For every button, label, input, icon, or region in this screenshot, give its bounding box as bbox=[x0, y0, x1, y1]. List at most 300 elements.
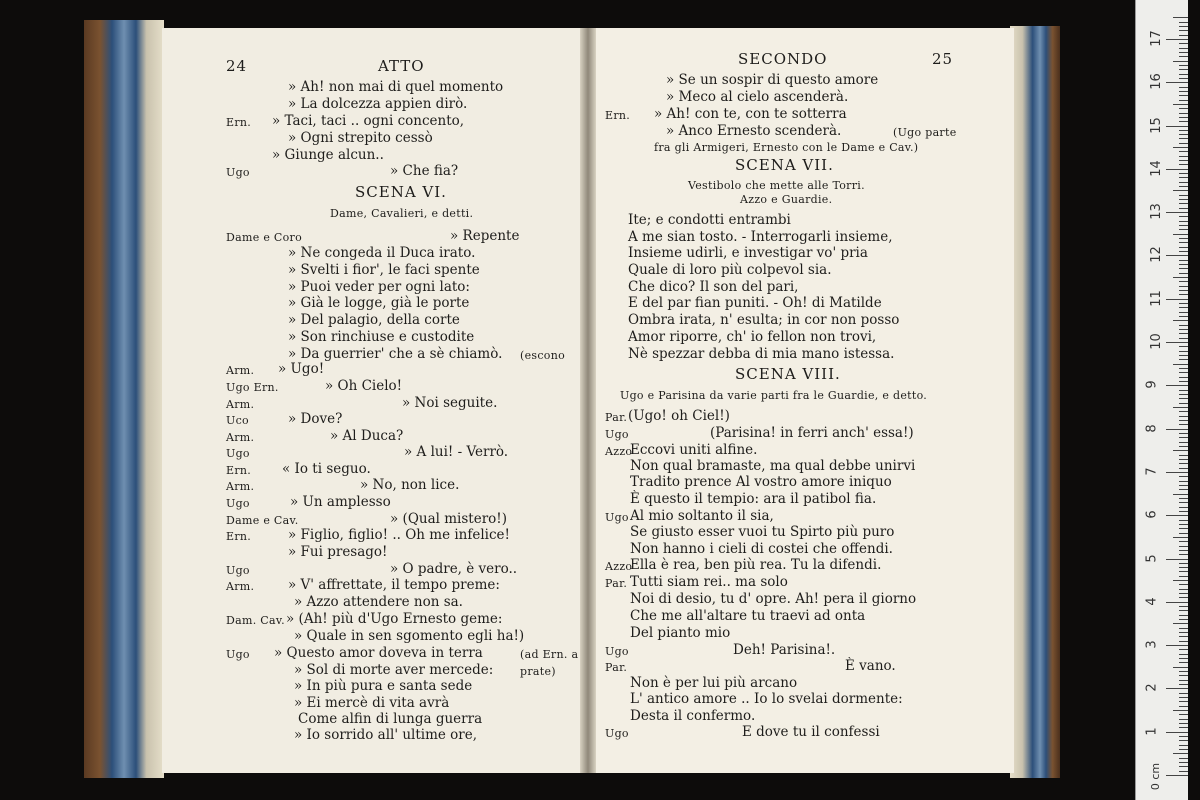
verse-line: » Ugo! bbox=[278, 361, 325, 377]
ruler-tick bbox=[1179, 208, 1188, 209]
ruler-tick bbox=[1179, 481, 1188, 482]
ruler-tick bbox=[1179, 143, 1188, 144]
ruler-tick bbox=[1166, 602, 1188, 603]
ruler-tick bbox=[1179, 511, 1188, 512]
ruler-tick bbox=[1179, 641, 1188, 642]
verse-line: » In più pura e santa sede bbox=[294, 678, 473, 694]
ruler-tick bbox=[1173, 753, 1188, 754]
ruler-tick bbox=[1179, 437, 1188, 438]
ruler-tick bbox=[1179, 329, 1188, 330]
speaker-label: Ugo bbox=[605, 428, 629, 441]
verse-line: Noi di desio, tu d' opre. Ah! pera il giorno bbox=[630, 591, 917, 607]
ruler-tick bbox=[1173, 320, 1188, 321]
stage-direction: fra gli Armigeri, Ernesto con le Dame e Cav.) bbox=[654, 141, 919, 154]
verse-line: » Ei mercè di vita avrà bbox=[294, 695, 450, 711]
speaker-label: Ugo bbox=[226, 497, 250, 510]
ruler-tick bbox=[1179, 563, 1188, 564]
verse-line: » Noi seguite. bbox=[402, 395, 498, 411]
ruler-tick bbox=[1179, 333, 1188, 334]
ruler-tick bbox=[1179, 554, 1188, 555]
verse-line: » Io sorrido all' ultime ore, bbox=[294, 727, 478, 743]
stage-direction: Azzo e Guardie. bbox=[740, 193, 833, 206]
scene-heading: SCENA VIII. bbox=[735, 365, 841, 383]
ruler-tick bbox=[1179, 48, 1188, 49]
ruler-tick bbox=[1179, 723, 1188, 724]
ruler-number: 7 bbox=[1144, 467, 1160, 476]
ruler-tick bbox=[1179, 546, 1188, 547]
verse-line: » Se un sospir di questo amore bbox=[666, 72, 879, 88]
ruler-tick bbox=[1173, 667, 1188, 668]
ruler-tick bbox=[1179, 463, 1188, 464]
ruler-tick bbox=[1179, 571, 1188, 572]
ruler-tick bbox=[1179, 416, 1188, 417]
verse-line: È vano. bbox=[845, 658, 896, 674]
speaker-label: Ugo bbox=[226, 648, 250, 661]
ruler-tick bbox=[1179, 381, 1188, 382]
ruler-number: 12 bbox=[1148, 246, 1164, 264]
ruler-tick bbox=[1179, 225, 1188, 226]
verse-line: » Oh Cielo! bbox=[325, 378, 403, 394]
verse-line: » Son rinchiuse e custodite bbox=[288, 329, 475, 345]
ruler-tick bbox=[1179, 745, 1188, 746]
ruler-tick bbox=[1179, 43, 1188, 44]
ruler-tick bbox=[1166, 342, 1188, 343]
ruler-tick bbox=[1179, 312, 1188, 313]
ruler-tick bbox=[1179, 507, 1188, 508]
ruler-tick bbox=[1179, 446, 1188, 447]
speaker-label: Arm. bbox=[226, 431, 255, 444]
ruler-tick bbox=[1179, 113, 1188, 114]
ruler-tick bbox=[1179, 719, 1188, 720]
ruler-number: 9 bbox=[1144, 380, 1160, 389]
verse-line: » V' affrettate, il tempo preme: bbox=[288, 577, 500, 593]
ruler-tick bbox=[1179, 411, 1188, 412]
ruler-tick bbox=[1179, 268, 1188, 269]
verse-line: » Taci, taci .. ogni concento, bbox=[272, 113, 465, 129]
verse-line: Del pianto mio bbox=[630, 625, 731, 641]
ruler-number: 3 bbox=[1144, 640, 1160, 649]
ruler-tick bbox=[1179, 675, 1188, 676]
right-page-edge bbox=[1010, 26, 1060, 778]
ruler-number: 17 bbox=[1148, 30, 1164, 47]
ruler-tick bbox=[1179, 758, 1188, 759]
ruler-number: 1 bbox=[1144, 727, 1160, 736]
ruler-tick bbox=[1179, 338, 1188, 339]
ruler-number: 8 bbox=[1144, 423, 1160, 433]
ruler-tick bbox=[1179, 138, 1188, 139]
verse-line: » Ah! non mai di quel momento bbox=[288, 79, 504, 95]
ruler-tick bbox=[1179, 706, 1188, 707]
ruler-tick bbox=[1179, 398, 1188, 399]
speaker-label: Dame e Cav. bbox=[226, 514, 299, 527]
ruler-tick bbox=[1179, 498, 1188, 499]
ruler-tick bbox=[1179, 749, 1188, 750]
stage-aside: (escono bbox=[520, 349, 566, 362]
verse-line: » Quale in sen sgomento egli ha!) bbox=[294, 628, 525, 644]
ruler-tick bbox=[1179, 455, 1188, 456]
ruler-tick bbox=[1179, 468, 1188, 469]
verse-line: Non hanno i cieli di costei che offendi. bbox=[630, 541, 893, 557]
ruler-tick bbox=[1173, 537, 1188, 538]
speaker-label: Azzo bbox=[605, 445, 633, 458]
ruler-tick bbox=[1173, 104, 1188, 105]
ruler-tick bbox=[1173, 623, 1188, 624]
verse-line: Tutti siam rei.. ma solo bbox=[630, 574, 788, 590]
ruler-tick bbox=[1179, 550, 1188, 551]
verse-line: (Ugo! oh Ciel!) bbox=[628, 408, 730, 424]
ruler-tick bbox=[1179, 576, 1188, 577]
ruler-tick bbox=[1179, 606, 1188, 607]
verse-line: » No, non lice. bbox=[360, 477, 460, 493]
ruler-tick bbox=[1179, 589, 1188, 590]
speaker-label: Par. bbox=[605, 411, 628, 424]
ruler-tick bbox=[1179, 424, 1188, 425]
ruler-unit-label: 0 cm bbox=[1149, 762, 1163, 791]
left-page-header: ATTO bbox=[378, 57, 425, 75]
ruler-tick bbox=[1179, 303, 1188, 304]
ruler-tick bbox=[1179, 628, 1188, 629]
ruler-tick bbox=[1179, 134, 1188, 135]
verse-line: Deh! Parisina!. bbox=[733, 642, 836, 658]
ruler-tick bbox=[1179, 714, 1188, 715]
verse-line: « Io ti seguo. bbox=[282, 461, 371, 477]
ruler-tick bbox=[1179, 65, 1188, 66]
ruler-tick bbox=[1179, 485, 1188, 486]
ruler-tick bbox=[1179, 390, 1188, 391]
ruler-tick bbox=[1179, 567, 1188, 568]
ruler-tick bbox=[1179, 177, 1188, 178]
ruler-tick bbox=[1179, 121, 1188, 122]
right-page-header: SECONDO bbox=[738, 50, 828, 68]
ruler-tick bbox=[1166, 472, 1188, 473]
verse-line: E dove tu il confessi bbox=[742, 724, 880, 740]
ruler-tick bbox=[1166, 126, 1188, 127]
speaker-label: Ugo bbox=[605, 511, 629, 524]
verse-line: » Già le logge, già le porte bbox=[288, 295, 470, 311]
ruler-tick bbox=[1179, 433, 1188, 434]
verse-line: Nè spezzar debba di mia mano istessa. bbox=[628, 346, 895, 362]
ruler-tick bbox=[1179, 701, 1188, 702]
ruler-tick bbox=[1166, 688, 1188, 689]
verse-line: » Questo amor doveva in terra bbox=[274, 645, 483, 661]
ruler-tick bbox=[1173, 190, 1188, 191]
ruler-tick bbox=[1179, 372, 1188, 373]
speaker-label: Ugo bbox=[605, 727, 629, 740]
ruler-tick bbox=[1166, 169, 1188, 170]
speaker-label: Dam. Cav. bbox=[226, 614, 285, 627]
ruler-tick bbox=[1179, 91, 1188, 92]
ruler-tick bbox=[1179, 684, 1188, 685]
ruler-tick bbox=[1179, 95, 1188, 96]
ruler-tick bbox=[1179, 221, 1188, 222]
verse-line: Insieme udirli, e investigar vo' pria bbox=[628, 245, 868, 261]
ruler-tick bbox=[1179, 30, 1188, 31]
verse-line: » Repente bbox=[450, 228, 520, 244]
verse-line: » Puoi veder per ogni lato: bbox=[288, 279, 470, 295]
ruler-tick bbox=[1166, 299, 1188, 300]
verse-line: Se giusto esser vuoi tu Spirto più puro bbox=[630, 524, 895, 540]
speaker-label: Ugo Ern. bbox=[226, 381, 279, 394]
speaker-label: Ugo bbox=[226, 166, 250, 179]
ruler-tick bbox=[1179, 619, 1188, 620]
ruler-tick bbox=[1179, 264, 1188, 265]
ruler-number: 11 bbox=[1148, 289, 1164, 307]
verse-line: Come alfin di lunga guerra bbox=[298, 711, 483, 727]
ruler-tick bbox=[1179, 35, 1188, 36]
verse-line: Che me all'altare tu traevi ad onta bbox=[630, 608, 866, 624]
verse-line: » Da guerrier' che a sè chiamò. bbox=[288, 346, 503, 362]
ruler-tick bbox=[1173, 147, 1188, 148]
ruler-tick bbox=[1179, 671, 1188, 672]
ruler-tick bbox=[1179, 459, 1188, 460]
ruler-tick bbox=[1173, 277, 1188, 278]
ruler-tick bbox=[1179, 108, 1188, 109]
ruler-tick bbox=[1179, 528, 1188, 529]
speaker-label: Ugo bbox=[226, 564, 250, 577]
ruler-tick bbox=[1179, 697, 1188, 698]
ruler-tick bbox=[1166, 255, 1188, 256]
ruler-tick bbox=[1179, 74, 1188, 75]
verse-line: » Figlio, figlio! .. Oh me infelice! bbox=[288, 527, 510, 543]
ruler-tick bbox=[1179, 164, 1188, 165]
speaker-label: Ugo bbox=[226, 447, 250, 460]
ruler-tick bbox=[1173, 407, 1188, 408]
ruler-tick bbox=[1179, 242, 1188, 243]
stage-direction: Dame, Cavalieri, e detti. bbox=[330, 207, 474, 220]
ruler-number: 4 bbox=[1144, 597, 1160, 606]
ruler-tick bbox=[1179, 203, 1188, 204]
ruler-tick bbox=[1179, 658, 1188, 659]
ruler-tick bbox=[1179, 377, 1188, 378]
ruler-number: 14 bbox=[1148, 160, 1164, 177]
ruler-tick bbox=[1179, 693, 1188, 694]
ruler-tick bbox=[1179, 632, 1188, 633]
ruler-number: 16 bbox=[1148, 73, 1164, 90]
ruler-tick bbox=[1179, 654, 1188, 655]
ruler-tick bbox=[1179, 195, 1188, 196]
ruler-tick bbox=[1179, 533, 1188, 534]
speaker-label: Arm. bbox=[226, 580, 255, 593]
speaker-label: Ern. bbox=[226, 116, 252, 129]
speaker-label: Dame e Coro bbox=[226, 231, 303, 244]
ruler-tick bbox=[1179, 520, 1188, 521]
ruler-tick bbox=[1179, 368, 1188, 369]
stage-aside: (ad Ern. a bbox=[520, 648, 579, 661]
speaker-label: Ugo bbox=[605, 645, 629, 658]
scene-heading: SCENA VI. bbox=[355, 183, 447, 201]
verse-line: E del par fian puniti. - Oh! di Matilde bbox=[628, 295, 882, 311]
verse-line: Non è per lui più arcano bbox=[630, 675, 798, 691]
verse-line: » Che fia? bbox=[390, 163, 459, 179]
stage-direction: Ugo e Parisina da varie parti fra le Guardie, e detto. bbox=[620, 389, 928, 402]
ruler-tick bbox=[1179, 52, 1188, 53]
ruler-tick bbox=[1179, 359, 1188, 360]
ruler-tick bbox=[1179, 740, 1188, 741]
ruler-tick bbox=[1166, 559, 1188, 560]
ruler-number: 2 bbox=[1144, 683, 1160, 693]
ruler-tick bbox=[1179, 442, 1188, 443]
verse-line: » O padre, è vero.. bbox=[390, 561, 518, 577]
verse-line: » Meco al cielo ascenderà. bbox=[666, 89, 849, 105]
ruler-tick bbox=[1179, 766, 1188, 767]
verse-line: Quale di loro più colpevol sia. bbox=[628, 262, 832, 278]
ruler-tick bbox=[1179, 182, 1188, 183]
stage-aside: (Ugo parte bbox=[893, 126, 957, 139]
verse-line: » Ah! con te, con te sotterra bbox=[654, 106, 847, 122]
ruler-number: 10 bbox=[1148, 333, 1164, 350]
verse-line: Ella è rea, ben più rea. Tu la difendi. bbox=[630, 557, 882, 573]
ruler-tick bbox=[1179, 615, 1188, 616]
ruler-tick bbox=[1179, 489, 1188, 490]
ruler-tick bbox=[1179, 160, 1188, 161]
ruler-tick bbox=[1179, 593, 1188, 594]
ruler-tick bbox=[1179, 251, 1188, 252]
ruler-tick bbox=[1173, 710, 1188, 711]
ruler-tick bbox=[1179, 229, 1188, 230]
ruler-tick bbox=[1179, 420, 1188, 421]
ruler-tick bbox=[1179, 355, 1188, 356]
ruler-tick bbox=[1166, 212, 1188, 213]
verse-line: È questo il tempio: ara il patibol fia. bbox=[630, 491, 877, 507]
verse-line: » Un amplesso bbox=[290, 494, 391, 510]
ruler-tick bbox=[1166, 39, 1188, 40]
ruler-tick bbox=[1179, 307, 1188, 308]
ruler-tick bbox=[1179, 130, 1188, 131]
verse-line: » Dove? bbox=[288, 411, 343, 427]
verse-line: Ombra irata, n' esulta; in cor non posso bbox=[628, 312, 900, 328]
ruler-tick bbox=[1179, 610, 1188, 611]
ruler-tick bbox=[1179, 216, 1188, 217]
verse-line: (Parisina! in ferri anch' essa!) bbox=[710, 425, 914, 441]
ruler-number: 6 bbox=[1144, 510, 1160, 519]
ruler-tick bbox=[1166, 515, 1188, 516]
ruler-tick bbox=[1173, 450, 1188, 451]
speaker-label: Uco bbox=[226, 414, 249, 427]
verse-line: » Ne congeda il Duca irato. bbox=[288, 245, 476, 261]
verse-line: Tradito prence Al vostro amore iniquo bbox=[630, 474, 892, 490]
ruler-tick bbox=[1179, 173, 1188, 174]
ruler-tick bbox=[1179, 346, 1188, 347]
verse-line: » Ogni strepito cessò bbox=[288, 130, 433, 146]
ruler-tick bbox=[1179, 394, 1188, 395]
ruler-tick bbox=[1173, 580, 1188, 581]
ruler-tick bbox=[1173, 494, 1188, 495]
verse-line: Desta il confermo. bbox=[630, 708, 756, 724]
ruler-number: 5 bbox=[1144, 553, 1160, 563]
stage-aside: prate) bbox=[520, 665, 556, 678]
speaker-label: Arm. bbox=[226, 398, 255, 411]
left-page-edge bbox=[84, 20, 164, 778]
verse-line: L' antico amore .. Io lo svelai dormente: bbox=[630, 691, 903, 707]
verse-line: » La dolcezza appien dirò. bbox=[288, 96, 468, 112]
verse-line: » Svelti i fior', le faci spente bbox=[288, 262, 480, 278]
verse-line: » Azzo attendere non sa. bbox=[294, 594, 463, 610]
ruler-tick bbox=[1179, 56, 1188, 57]
ruler-tick bbox=[1179, 316, 1188, 317]
ruler-tick bbox=[1179, 597, 1188, 598]
stage-direction: Vestibolo che mette alle Torri. bbox=[688, 179, 865, 192]
ruler-tick bbox=[1166, 429, 1188, 430]
ruler-tick bbox=[1179, 762, 1188, 763]
ruler-tick bbox=[1179, 541, 1188, 542]
verse-line: A me sian tosto. - Interrogarli insieme, bbox=[628, 229, 893, 245]
ruler-tick bbox=[1179, 199, 1188, 200]
ruler-tick bbox=[1179, 78, 1188, 79]
verse-line: » Del palagio, della corte bbox=[288, 312, 460, 328]
ruler-tick bbox=[1166, 775, 1188, 776]
verse-line: Che dico? Il son del pari, bbox=[628, 279, 799, 295]
verse-line: Amor riporre, ch' io fellon non trovi, bbox=[628, 329, 877, 345]
left-page-number: 24 bbox=[226, 57, 248, 75]
verse-line: » Giunge alcun.. bbox=[272, 147, 384, 163]
speaker-label: Ern. bbox=[226, 530, 252, 543]
verse-line: Non qual bramaste, ma qual debbe unirvi bbox=[630, 458, 916, 474]
speaker-label: Par. bbox=[605, 661, 628, 674]
ruler-tick bbox=[1179, 736, 1188, 737]
verse-line: » (Ah! più d'Ugo Ernesto geme: bbox=[286, 611, 503, 627]
ruler-tick bbox=[1179, 260, 1188, 261]
verse-line: » Anco Ernesto scenderà. bbox=[666, 123, 842, 139]
ruler-tick bbox=[1179, 151, 1188, 152]
ruler-tick bbox=[1166, 385, 1188, 386]
ruler-tick bbox=[1179, 403, 1188, 404]
ruler-tick bbox=[1179, 238, 1188, 239]
verse-line: Eccovi uniti alfine. bbox=[630, 442, 758, 458]
verse-line: » Fui presago! bbox=[288, 544, 388, 560]
ruler-tick bbox=[1179, 771, 1188, 772]
verse-line: » A lui! - Verrò. bbox=[404, 444, 509, 460]
ruler-tick bbox=[1179, 156, 1188, 157]
book-gutter bbox=[580, 28, 596, 773]
ruler-tick bbox=[1179, 290, 1188, 291]
ruler-number: 15 bbox=[1148, 116, 1164, 134]
ruler-tick bbox=[1179, 286, 1188, 287]
verse-line: » Al Duca? bbox=[330, 428, 404, 444]
verse-line: » Sol di morte aver mercede: bbox=[294, 662, 494, 678]
ruler-tick bbox=[1179, 636, 1188, 637]
ruler-tick bbox=[1179, 100, 1188, 101]
ruler-tick bbox=[1166, 82, 1188, 83]
ruler-tick bbox=[1179, 281, 1188, 282]
speaker-label: Arm. bbox=[226, 480, 255, 493]
ruler-tick bbox=[1179, 87, 1188, 88]
ruler-tick bbox=[1179, 680, 1188, 681]
verse-line: Al mio soltanto il sia, bbox=[630, 508, 774, 524]
verse-line: Ite; e condotti entrambi bbox=[628, 212, 791, 228]
ruler-tick bbox=[1166, 732, 1188, 733]
right-page-number: 25 bbox=[932, 50, 954, 68]
ruler-tick bbox=[1173, 234, 1188, 235]
ruler-tick bbox=[1179, 662, 1188, 663]
ruler-tick bbox=[1179, 476, 1188, 477]
ruler-tick bbox=[1179, 22, 1188, 23]
ruler-tick bbox=[1179, 351, 1188, 352]
speaker-label: Ern. bbox=[605, 109, 631, 122]
ruler-tick bbox=[1179, 26, 1188, 27]
ruler-tick bbox=[1179, 584, 1188, 585]
ruler-tick bbox=[1166, 645, 1188, 646]
ruler-tick bbox=[1179, 325, 1188, 326]
ruler-tick bbox=[1173, 17, 1188, 18]
ruler-tick bbox=[1179, 186, 1188, 187]
ruler-tick bbox=[1173, 61, 1188, 62]
speaker-label: Par. bbox=[605, 577, 628, 590]
ruler-tick bbox=[1179, 502, 1188, 503]
ruler-tick bbox=[1173, 364, 1188, 365]
scene-heading: SCENA VII. bbox=[735, 156, 834, 174]
verse-line: » (Qual mistero!) bbox=[390, 511, 507, 527]
ruler-tick bbox=[1179, 524, 1188, 525]
